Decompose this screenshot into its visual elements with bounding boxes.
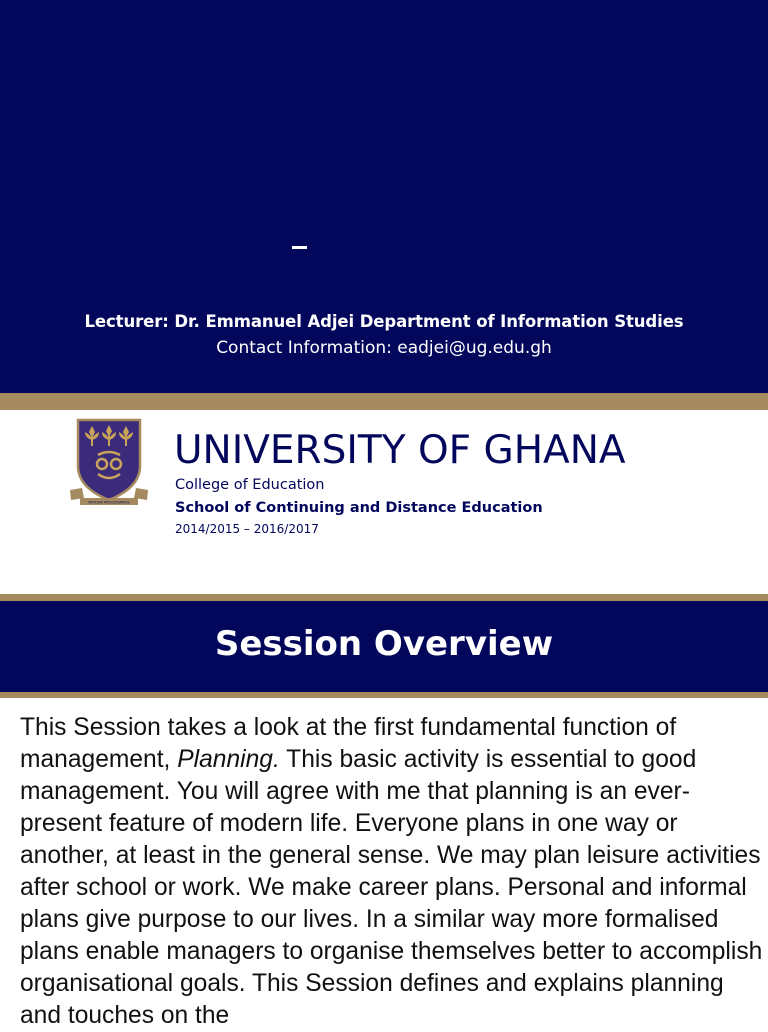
contact-line: Contact Information: eadjei@ug.edu.gh bbox=[216, 338, 552, 358]
university-crest-icon bbox=[68, 418, 150, 510]
school-name: School of Continuing and Distance Education bbox=[175, 500, 543, 516]
overview-text-after: This basic activity is essential to good management. You will agree with me that planning is an ever-present feature of modern life. Everyone plans in one way or another, at least in the general sense. We may plan leisure activities after school or work. We make career plans. Personal and informal plans give purpose to our lives. In a similar way more formalised plans enable managers to organise themselves better to accomplish organisational goals. This Session defines and explains planning and touches on the bbox=[20, 746, 763, 1029]
gold-divider-bottom bbox=[0, 692, 768, 698]
overview-emphasis: Planning. bbox=[177, 746, 280, 773]
overview-body bbox=[20, 712, 765, 1032]
gold-divider-middle bbox=[0, 594, 768, 601]
university-name: UNIVERSITY OF GHANA bbox=[174, 428, 626, 473]
lecturer-line: Lecturer: Dr. Emmanuel Adjei Department of Information Studies bbox=[84, 312, 684, 331]
overview-text-before: This Session takes a look at the first fundamental function of management, bbox=[20, 714, 677, 773]
title-slide-background bbox=[0, 0, 768, 393]
academic-years: 2014/2015 – 2016/2017 bbox=[175, 522, 319, 536]
college-name: College of Education bbox=[175, 477, 325, 493]
crest-motto: INTEGRI PROCEDAMUS bbox=[88, 500, 130, 505]
overview-heading: Session Overview bbox=[214, 624, 554, 664]
gold-divider-top bbox=[0, 393, 768, 410]
title-dash bbox=[292, 246, 307, 249]
